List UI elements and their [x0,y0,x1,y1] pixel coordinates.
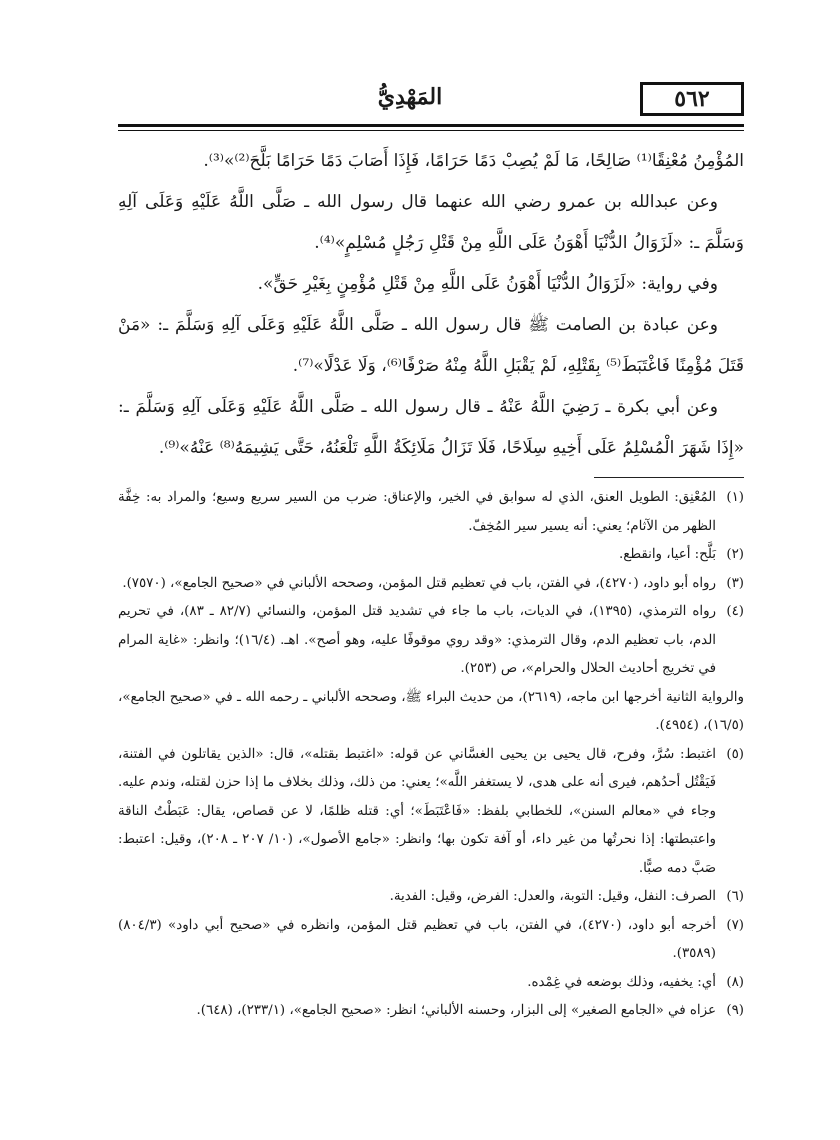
footnote-text: اغتبط: سُرَّ، وفرح، قال يحيى بن يحيى الغسَّاني عن قوله: «اغتبط بقتله»، قال: «الذين يقاتلون في الفتنة، فَيَقْتُل أحدُهم، فيرى أنه على هدى، لا يستغفر اللَّه»؛ يعني: من ذلك، وذلك بخلاف ما إذا حزن لقتله، وندم عليه. وجاء في «معالم السنن»، للخطابي بلفظ: «فَاعْتَبَطَ»؛ أي: قتله ظلمًا، لا عن قصاص، يقال: عَبَطْتُ الناقة واعتبطتها: إذا نحرتُها من غير داء، أو آفة تكون بها؛ وانظر: «جامع الأصول»، (١٠/ ٢٠٧ ـ ٢٠٨)، وقيل: اعتبط: صَبَّ دمه صبًّا. [118,746,716,876]
footnote-continuation: والرواية الثانية أخرجها ابن ماجه، (٢٦١٩)، من حديث البراء ﷺ، وصححه الألباني ـ رحمه الله ـ في «صحيح الجامع»، (١٦/٥)، (٤٩٥٤). [118,689,744,733]
footnote [118,541,744,570]
footnote-text: بَلَّح: أعيا، وانقطع. [618,547,716,562]
footnote [118,969,744,998]
footnote-number: (٨) [726,974,744,990]
footnote-text: رواه أبو داود، (٤٢٧٠)، في الفتن، باب في تعظيم قتل المؤمن، وصححه الألباني في «صحيح الجامع»، (٧٥٧٠). [122,575,716,591]
footnote [118,570,744,599]
paragraph: المُؤْمِنُ مُعْنِقًا⁽¹⁾ صَالِحًا، مَا لَمْ يُصِبْ دَمًا حَرَامًا، فَإِذَا أَصَابَ دَمًا حَرَامًا بَلَّحَ⁽²⁾»⁽³⁾. [203,151,744,171]
footnotes [118,484,744,1026]
book-page [118,78,744,1026]
footnote-text: عزاه في «الجامع الصغير» إلى البزار، وحسنه الألباني؛ انظر: «صحيح الجامع»، (٢٣٣/١)، (٦٤٨). [196,1003,716,1018]
running-title: المَهْدِيُّ [377,84,443,110]
footnote-text: رواه الترمذي، (١٣٩٥)، في الديات، باب ما جاء في تشديد قتل المؤمن، والنسائي (٨٢/٧ ـ ٨٣)، في تحريم الدم، باب تعظيم الدم، وقال الترمذي: «وقد روي موقوفًا عليه، وهو أصح». اهـ. (١٦/٤)؛ وانظر: «غاية المرام في تخريج أحاديث الحلال والحرام»، ص (٢٥٣). [118,604,717,676]
footnote-text: أخرجه أبو داود، (٤٢٧٠)، في الفتن، باب في تعظيم قتل المؤمن، وانظره في «صحيح أبي داود» (٨٠٤/٣) (٣٥٨٩). [118,917,716,961]
footnote-number: (٢) [726,547,744,562]
footnote-number: (٣) [726,575,744,591]
footnote-text: أي: يخفيه، وذلك بوضعه في غِمْده. [527,974,716,990]
paragraph: وعن عبدالله بن عمرو رضي الله عنهما قال رسول الله ـ صَلَّى اللَّهُ عَلَيْهِ وَعَلَى آلِهِ وَسَلَّمَ ـ: «لَزَوَالُ الدُّنْيَا أَهْوَنُ عَلَى اللَّهِ مِنْ قَتْلِ رَجُلٍ مُسْلِمٍ»⁽⁴⁾. [118,192,744,253]
main-text [118,141,744,469]
paragraph: وعن أبي بكرة ـ رَضِيَ اللَّهُ عَنْهُ ـ قال رسول الله ـ صَلَّى اللَّهُ عَلَيْهِ وَعَلَى آلِهِ وَسَلَّمَ ـ: «إِذَا شَهَرَ الْمُسْلِمُ عَلَى أَخِيهِ سِلَاحًا، فَلَا تَزَالُ مَلَائِكَةُ اللَّهِ تَلْعَنُهُ، حَتَّى يَشِيمَهُ⁽⁸⁾ عَنْهُ»⁽⁹⁾. [118,397,744,458]
footnote-text: المُعْنِق: الطويل العنق، الذي له سوابق في الخير، والإعناق: ضرب من السير سريع وسيع؛ والمراد به: خِفَّة الظهر من الآثام؛ يعني: أنه يسير سير المُخِفّ. [118,490,716,534]
footnote-number: (٦) [726,889,744,904]
footnote-separator [594,477,744,478]
footnote-text: الصرف: النفل، وقيل: التوبة، والعدل: الفرض، وقيل: الفدية. [389,889,716,904]
footnote-number: (٤) [726,604,744,619]
page-number: ٥٦٢ [640,82,744,116]
footnote [118,598,744,684]
footnote-number: (٧) [726,917,744,933]
footnote [118,484,744,541]
footnote [118,741,744,884]
footnote-number: (٩) [726,1003,744,1018]
footnote [118,883,744,912]
footnote [118,997,744,1026]
footnote-number: (٥) [726,746,744,762]
paragraph: وفي رواية: «لَزَوَالُ الدُّنْيَا أَهْوَنُ عَلَى اللَّهِ مِنْ قَتْلِ مُؤْمِنٍ بِغَيْرِ حَقٍّ». [257,274,718,294]
paragraph: وعن عبادة بن الصامت ﷺ قال رسول الله ـ صَلَّى اللَّهُ عَلَيْهِ وَعَلَى آلِهِ وَسَلَّمَ ـ: «مَنْ قَتَلَ مُؤْمِنًا فَاغْتَبَطَ⁽⁵⁾ بِقَتْلِهِ، لَمْ يَقْبَلِ اللَّهُ مِنْهُ صَرْفًا⁽⁶⁾، وَلَا عَدْلًا»⁽⁷⁾. [118,315,744,376]
footnote [118,912,744,969]
page-header [118,78,744,122]
footnote-number: (١) [726,490,744,505]
header-rule-thick [118,124,744,127]
header-rule-thin [118,130,744,131]
